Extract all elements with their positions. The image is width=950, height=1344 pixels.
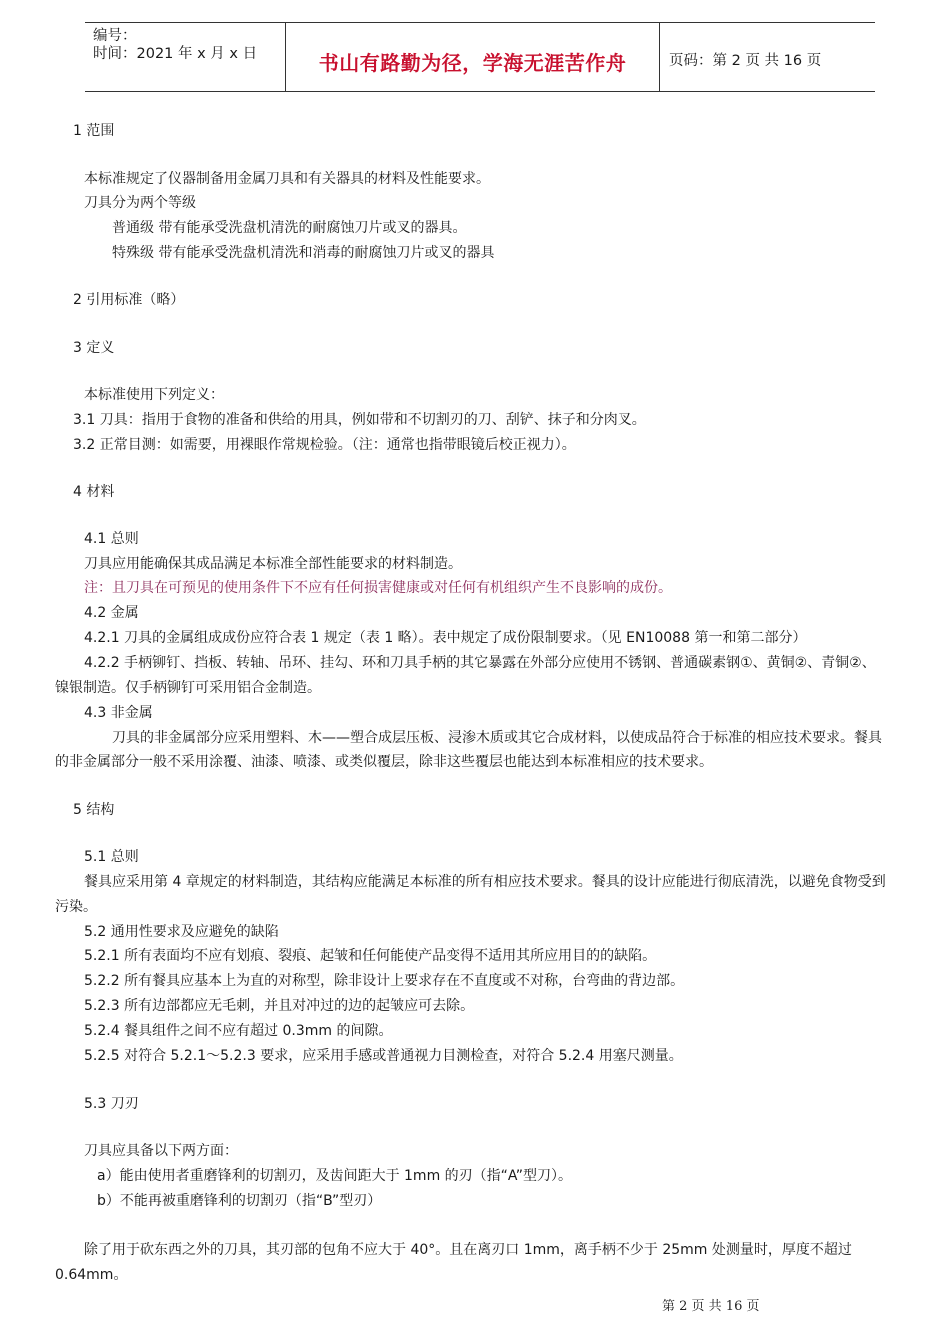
clause-text: 5.2.3 所有边部都应无毛刺，并且对冲过的边的起皱应可去除。 — [84, 998, 475, 1014]
subsection-heading: 5.3 刀刃 — [84, 1096, 139, 1112]
body-paragraph-continuation: 0.64mm。 — [55, 1267, 128, 1283]
body-paragraph: 刀具分为两个等级 — [84, 195, 196, 211]
definition-item: 3.2 正常目测：如需要，用裸眼作常规检验。（注：通常也指带眼镜后校正视力）。 — [73, 437, 576, 453]
clause-text: 5.2.2 所有餐具应基本上为直的对称型，除非设计上要求存在不直度或不对称，台弯曲的背边部。 — [84, 973, 685, 989]
page-footer: 第 2 页 共 16 页 — [662, 1299, 760, 1314]
subsection-heading: 4.3 非金属 — [84, 705, 153, 721]
header-motto: 书山有路勤为径，学海无涯苦作舟 — [318, 51, 627, 75]
grade-item: 普通级 带有能承受洗盘机清洗的耐腐蚀刀片或叉的器具。 — [112, 220, 467, 236]
body-paragraph: 除了用于砍东西之外的刀具，其刃部的包角不应大于 40°。且在离刃口 1mm，离手柄不少于 25mm 处测量时，厚度不超过 — [84, 1242, 852, 1258]
header-page-cell — [659, 23, 875, 91]
list-item: b）不能再被重磨锋利的切割刃（指“B”型刃） — [97, 1193, 382, 1209]
subsection-heading: 4.2 金属 — [84, 605, 139, 621]
clause-text: 5.2.5 对符合 5.2.1～5.2.3 要求，应采用手感或普通视力目测检查，对符合 5.2.4 用塞尺测量。 — [84, 1048, 683, 1064]
clause-text: 5.2.1 所有表面均不应有划痕、裂痕、起皱和任何能使产品变得不适用其所应用目的的缺陷。 — [84, 948, 657, 964]
document-date: 时间：2021 年 x 月 x 日 — [93, 46, 258, 62]
subsection-heading: 5.2 通用性要求及应避免的缺陷 — [84, 924, 279, 940]
body-paragraph: 本标准规定了仪器制备用金属刀具和有关器具的材料及性能要求。 — [84, 171, 490, 187]
subsection-heading: 4.1 总则 — [84, 531, 139, 547]
body-paragraph-continuation: 的非金属部分一般不采用涂覆、油漆、喷漆、或类似覆层，除非这些覆层也能达到本标准相应的技术要求。 — [55, 754, 713, 770]
page-header — [85, 22, 875, 92]
clause-text: 4.2.1 刀具的金属组成成份应符合表 1 规定（表 1 略）。表中规定了成份限制要求。（见 EN10088 第一和第二部分） — [84, 630, 807, 646]
body-paragraph: 餐具应采用第 4 章规定的材料制造，其结构应能满足本标准的所有相应技术要求。餐具的设计应能进行彻底清洗，以避免食物受到 — [84, 874, 886, 890]
section-heading: 3 定义 — [73, 340, 115, 356]
subsection-heading: 5.1 总则 — [84, 849, 139, 865]
section-heading: 5 结构 — [73, 802, 115, 818]
header-page-info: 页码：第 2 页 共 16 页 — [669, 53, 822, 69]
grade-item: 特殊级 带有能承受洗盘机清洗和消毒的耐腐蚀刀片或叉的器具 — [112, 245, 495, 261]
clause-text-continuation: 镍银制造。仅手柄铆钉可采用铝合金制造。 — [55, 680, 321, 696]
clause-text: 4.2.2 手柄铆钉、挡板、转轴、吊环、挂勾、环和刀具手柄的其它暴露在外部分应使用不锈钢、普通碳素钢①、黄铜②、青铜②、 — [84, 655, 876, 671]
section-heading: 1 范围 — [73, 123, 115, 139]
clause-text: 5.2.4 餐具组件之间不应有超过 0.3mm 的间隙。 — [84, 1023, 393, 1039]
definition-item: 3.1 刀具：指用于食物的准备和供给的用具，例如带和不切割刃的刀、刮铲、抹子和分肉叉。 — [73, 412, 646, 428]
body-paragraph: 刀具的非金属部分应采用塑料、木——塑合成层压板、浸渗木质或其它合成材料，以使成品符合于标准的相应技术要求。餐具 — [112, 730, 882, 746]
note-text: 注：且刀具在可预见的使用条件下不应有任何损害健康或对任何有机组织产生不良影响的成份。 — [84, 580, 672, 596]
list-item: a）能由使用者重磨锋利的切割刃，及齿间距大于 1mm 的刃（指“A”型刀）。 — [97, 1168, 573, 1184]
body-paragraph: 刀具应用能确保其成品满足本标准全部性能要求的材料制造。 — [84, 556, 462, 572]
header-motto-cell — [285, 23, 660, 91]
body-paragraph: 刀具应具备以下两方面： — [84, 1143, 238, 1159]
header-left-cell — [85, 23, 285, 91]
section-heading: 2 引用标准（略） — [73, 292, 185, 308]
body-paragraph-continuation: 污染。 — [55, 899, 97, 915]
document-number-label: 编号： — [93, 28, 137, 44]
section-heading: 4 材料 — [73, 484, 115, 500]
body-paragraph: 本标准使用下列定义： — [84, 387, 224, 403]
